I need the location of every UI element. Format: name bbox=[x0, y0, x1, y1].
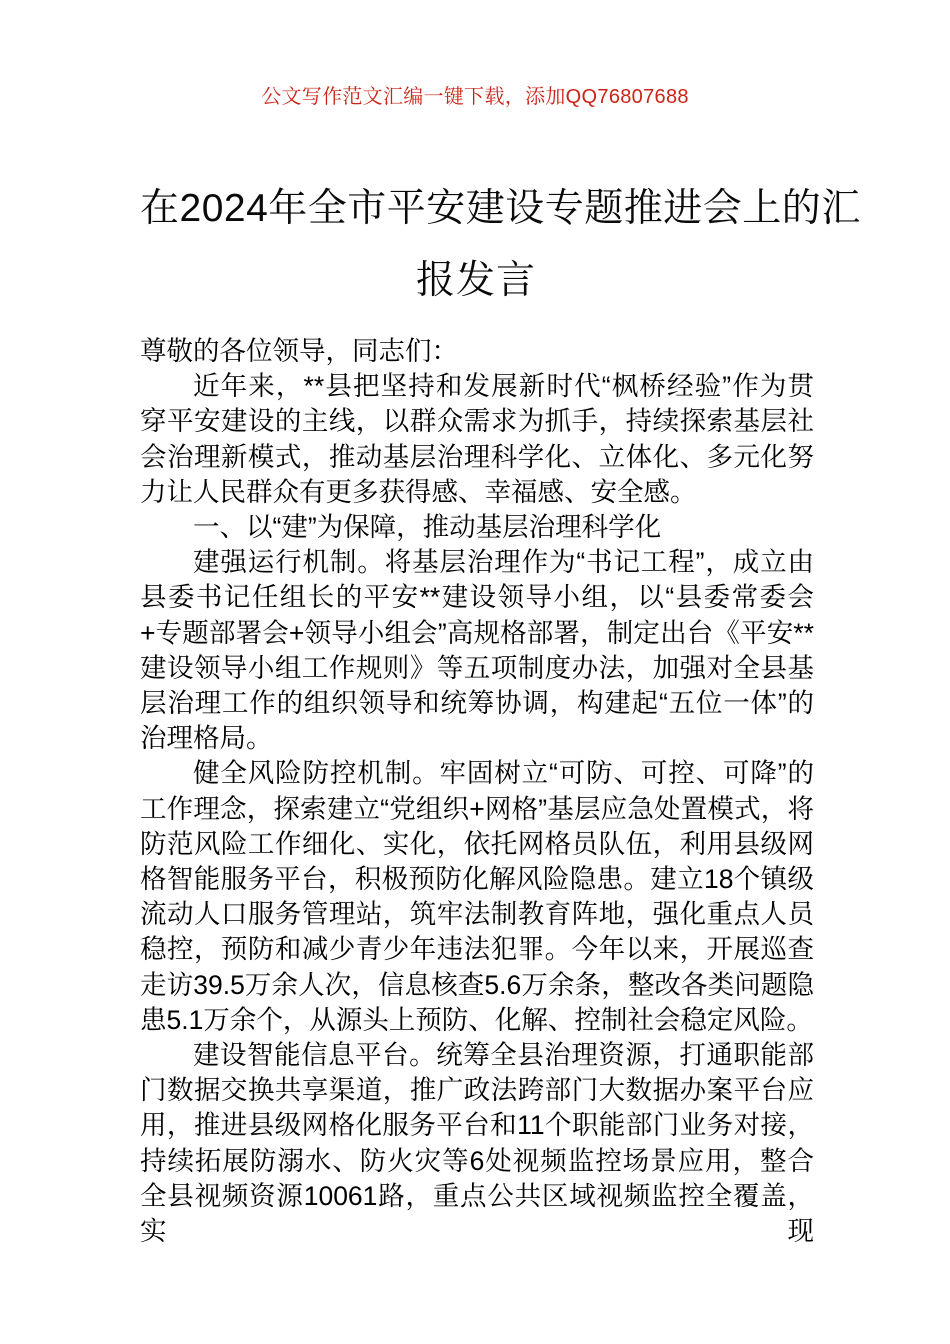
promo-banner bbox=[0, 84, 950, 110]
body-paragraph-3: 健全风险防控机制。牢固树立“可防、可控、可降”的工作理念，探索建立“党组织+网格”基层应急处置模式，将防范风险工作细化、实化，依托网格员队伍，利用县级网格智能服务平台，积极预防化解风险隐患。建立18个镇级流动人口服务管理站，筑牢法制教育阵地，强化重点人员稳控，预防和减少青少年违法犯罪。今年以来，开展巡查走访39.5万余人次，信息核查5.6万余条，整改各类问题隐患5.1万余个，从源头上预防、化解、控制社会稳定风险。 bbox=[140, 758, 814, 1035]
section-heading-1: 一、以“建”为保障，推动基层治理科学化 bbox=[193, 512, 662, 543]
document-title-line-2: 报发言 bbox=[415, 259, 536, 302]
document-body bbox=[140, 334, 814, 1249]
promo-text: 公文写作范文汇编一键下载，添加QQ76807688 bbox=[261, 86, 689, 108]
body-paragraph-4: 建设智能信息平台。统筹全县治理资源，打通职能部门数据交换共享渠道，推广政法跨部门大数据办案平台应用，推进县级网格化服务平台和11个职能部门业务对接，持续拓展防溺水、防火灾等6处视频监控场景应用，整合全县视频资源10061路，重点公共区域视频监控全覆盖，实现 bbox=[140, 1040, 814, 1247]
document-title bbox=[140, 173, 861, 317]
document-title-line-1: 在2024年全市平安建设专题推进会上的汇 bbox=[140, 187, 861, 230]
body-paragraph-2: 建强运行机制。将基层治理作为“书记工程”，成立由县委书记任组长的平安**建设领导小组，以“县委常委会+专题部署会+领导小组会”高规格部署，制定出台《平安**建设领导小组工作规则》等五项制度办法，加强对全县基层治理工作的组织领导和统筹协调，构建起“五位一体”的治理格局。 bbox=[140, 547, 814, 754]
body-paragraph-1: 近年来，**县把坚持和发展新时代“枫桥经验”作为贯穿平安建设的主线，以群众需求为抓手，持续探索基层社会治理新模式，推动基层治理科学化、立体化、多元化努力让人民群众有更多获得感、幸福感、安全感。 bbox=[140, 371, 814, 507]
salutation-paragraph: 尊敬的各位领导，同志们： bbox=[140, 336, 458, 366]
